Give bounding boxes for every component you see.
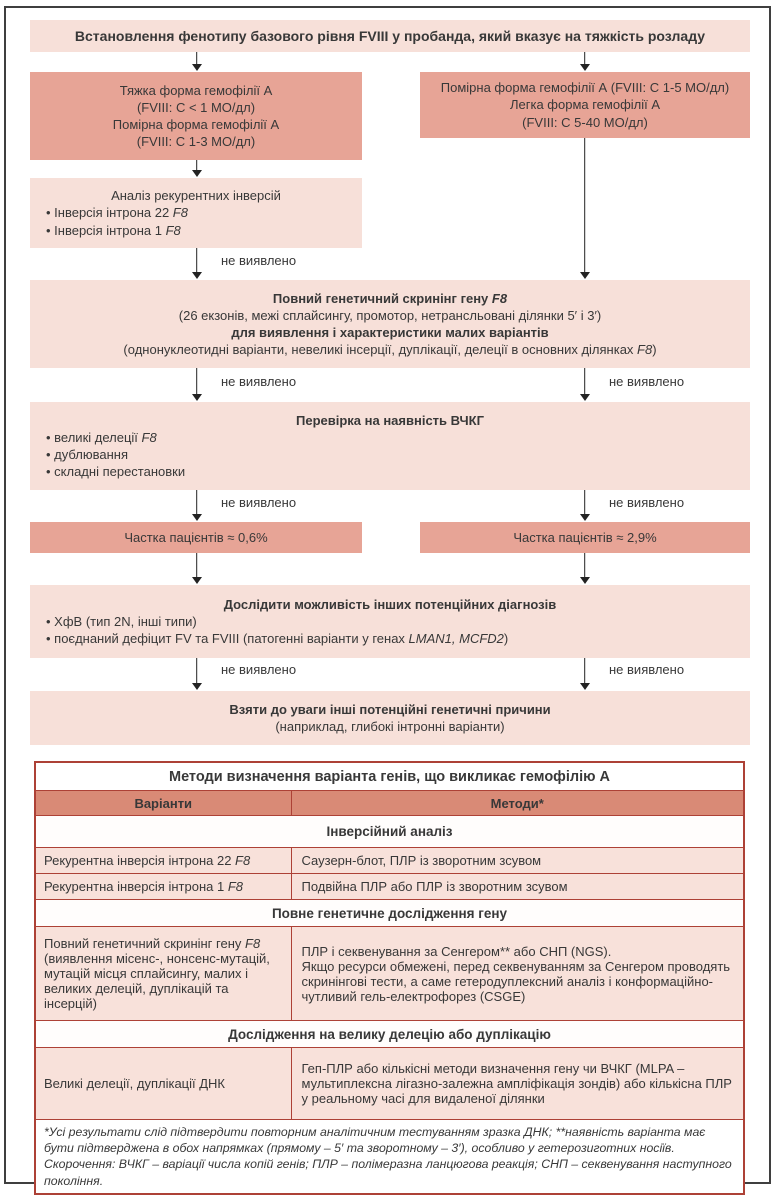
table-row [36, 1047, 743, 1119]
not-detected-label: не виявлено [221, 495, 297, 510]
final-causes-subtitle: (наприклад, глибокі інтронні варіанти) [275, 719, 505, 734]
arrow-down [579, 52, 591, 71]
mild-line-1: Помірна форма гемофілії А (FVIII: C 1-5 МО/дл) [440, 80, 730, 96]
table-row [36, 873, 743, 899]
mild-line-2: Легка форма гемофілії А [509, 97, 661, 113]
genetic-screening-box [30, 280, 750, 368]
severe-line-3: Помірна форма гемофілії А [112, 117, 280, 132]
not-detected-label: не виявлено [609, 662, 685, 677]
methods-table-header-row [36, 790, 743, 815]
other-diagnoses-bullet-1: • ХфВ (тип 2N, інші типи) [46, 613, 197, 629]
severe-hemophilia-box [30, 72, 362, 160]
cnv-check-box [30, 402, 750, 490]
cnv-bullet-3: • складні перестановки [46, 464, 186, 480]
arrow-down [191, 52, 203, 71]
header-variants: Варіанти [134, 795, 193, 811]
not-detected-label: не виявлено [221, 374, 297, 389]
cnv-title: Перевірка на наявність ВЧКГ [296, 412, 484, 428]
arrow-down [191, 553, 203, 584]
severe-line-4: (FVIII: C 1-3 МО/дл) [136, 134, 256, 150]
inversion-bullet-2: • Інверсія інтрона 1 F8 [46, 222, 181, 238]
arrow-down [579, 368, 591, 401]
row1-method: Саузерн-блот, ПЛР із зворотним зсувом [291, 848, 743, 873]
arrow-down [579, 658, 591, 690]
section-large-deletion: Дослідження на велику делецію або дуплікацію [36, 1020, 743, 1047]
row2-variant: Рекурентна інверсія інтрона 1 F8 [44, 879, 243, 894]
row3-method: ПЛР і секвенування за Сенгером** або СНП (NGS). Якщо ресурси обмежені, перед секвенуванням за Сенгером проводять скринінгові тести, а саме гетеродуплексний аналіз і конформаційно-чутливий гель-електрофорез (CSGE) [291, 927, 743, 1020]
screening-line-2: (26 екзонів, межі сплайсингу, промотор, нетрансльовані ділянки 5′ і 3′) [178, 307, 602, 323]
top-phenotype-text: Встановлення фенотипу базового рівня FVIII у пробанда, який вказує на тяжкість розладу [74, 27, 706, 44]
final-causes-box [30, 691, 750, 745]
inversion-title: Аналіз рекурентних інверсій [111, 188, 281, 204]
methods-table [34, 761, 745, 1195]
footnote-line-1: *Усі результати слід підтвердити повторним аналітичним тестуванням зразка ДНК; **наявність варіанта має бути підтверджена в обох напрямках (прямому – 5′ та зворотному – 3′), особливо у гетерозиготних носіїв. [44, 1125, 706, 1156]
table-row [36, 847, 743, 873]
cnv-bullet-2: • дублювання [46, 447, 128, 462]
mild-line-3: (FVIII: C 5-40 МО/дл) [522, 114, 648, 130]
other-diagnoses-box [30, 585, 750, 658]
not-detected-label: не виявлено [609, 495, 685, 510]
section-full-gene-study: Повне генетичне дослідження гену [36, 899, 743, 926]
arrow-down [579, 553, 591, 584]
top-phenotype-box [30, 20, 750, 52]
inversion-bullet-1: • Інверсія інтрона 22 F8 [46, 205, 188, 221]
severe-line-1: Тяжка форма гемофілії А [119, 82, 273, 98]
mild-hemophilia-box [420, 72, 750, 138]
severe-line-2: (FVIII: C < 1 МО/дл) [136, 99, 256, 115]
row3-variant: Повний генетичний скринінг гену F8 (виявлення місенс-, нонсенс-мутацій, мутацій місця сплайсингу, малих і великих делецій, дуплікацій та інсерцій) [44, 936, 270, 1011]
screening-line-3: для виявлення і характеристики малих варіантів [231, 325, 549, 340]
patient-share-right-box [420, 522, 750, 553]
final-causes-title: Взяти до уваги інші потенційні генетичні причини [229, 701, 551, 717]
arrow-down [579, 490, 591, 521]
patient-share-left-text: Частка пацієнтів ≈ 0,6% [124, 529, 268, 545]
cnv-bullet-1: • великі делеції F8 [46, 429, 157, 445]
arrow-down [191, 490, 203, 521]
screening-line-4: (однонуклеотидні варіанти, невеликі інсерції, дуплікації, делеції в основних ділянках F8) [123, 342, 657, 358]
row4-variant: Великі делеції, дуплікації ДНК [44, 1076, 225, 1091]
arrow-down [191, 248, 203, 279]
patient-share-left-box [30, 522, 362, 553]
patient-share-right-text: Частка пацієнтів ≈ 2,9% [513, 529, 657, 545]
footnote-line-2: Скорочення: ВЧКГ – варіації числа копій генів; ПЛР – полімеразна ланцюгова реакція; СНП – секвенування наступного покоління. [44, 1157, 732, 1188]
other-diagnoses-title: Дослідити можливість інших потенційних діагнозів [223, 596, 557, 612]
table-row [36, 926, 743, 1020]
not-detected-label: не виявлено [609, 374, 685, 389]
header-methods: Методи* [291, 791, 743, 815]
not-detected-label: не виявлено [221, 662, 297, 677]
not-detected-label: не виявлено [221, 253, 297, 268]
screening-title: Повний генетичний скринінг гену F8 [272, 290, 508, 306]
methods-table-title: Методи визначення варіанта генів, що викликає гемофілію А [36, 763, 743, 790]
arrow-down [191, 368, 203, 401]
row4-method: Геп-ПЛР або кількісні методи визначення гену чи ВЧКГ (MLPA – мультиплексна лігазно-залежна ампліфікація зондів) або кількісна ПЛР у реальному часі для видаленої ділянки [291, 1048, 743, 1119]
row2-method: Подвійна ПЛР або ПЛР із зворотним зсувом [291, 874, 743, 899]
arrow-down [579, 138, 591, 279]
inversion-analysis-box [30, 178, 362, 248]
table-footnote [36, 1119, 743, 1193]
other-diagnoses-bullet-2: • поєднаний дефіцит FV та FVIII (патогенні варіанти у генах LMAN1, MCFD2) [46, 631, 509, 647]
section-inversion-analysis: Інверсійний аналіз [36, 815, 743, 847]
row1-variant: Рекурентна інверсія інтрона 22 F8 [44, 853, 251, 868]
arrow-down [191, 160, 203, 177]
arrow-down [191, 658, 203, 690]
